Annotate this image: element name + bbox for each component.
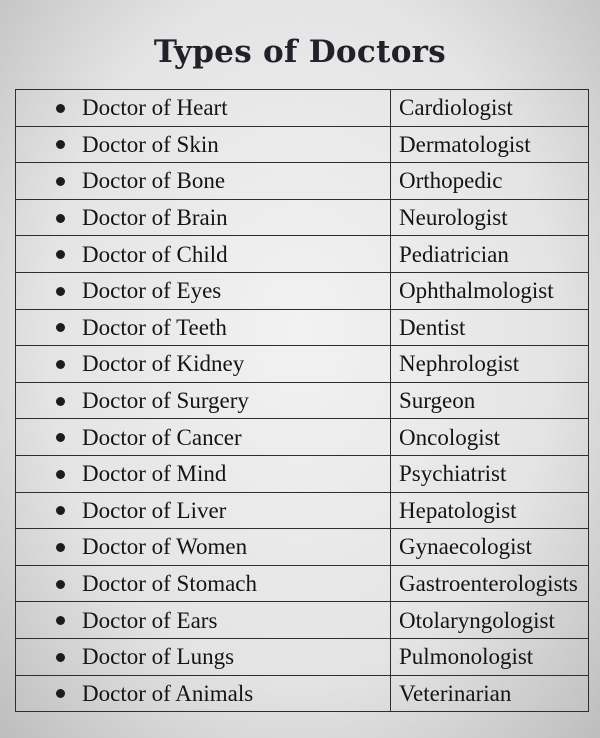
- doctor-label: Doctor of Liver: [82, 497, 227, 523]
- doctor-cell: [16, 309, 391, 346]
- doctor-label: Doctor of Ears: [82, 607, 218, 633]
- bullet-icon: [56, 360, 65, 369]
- specialist-label: Surgeon: [399, 388, 476, 414]
- doctor-label: Doctor of Surgery: [82, 388, 249, 414]
- bullet-icon: [56, 689, 65, 698]
- bullet-icon: [56, 543, 65, 552]
- bullet-icon: [56, 177, 65, 186]
- specialist-cell: [391, 419, 589, 456]
- doctor-cell: [16, 602, 391, 639]
- specialist-cell: [391, 675, 589, 712]
- table-row: [16, 638, 589, 675]
- specialist-cell: [391, 602, 589, 639]
- specialist-cell: [391, 309, 589, 346]
- doctor-label: Doctor of Heart: [82, 95, 228, 121]
- specialist-cell: [391, 126, 589, 163]
- specialist-cell: [391, 163, 589, 200]
- specialist-cell: [391, 529, 589, 566]
- table-row: [16, 346, 589, 383]
- doctor-cell: [16, 565, 391, 602]
- specialist-cell: [391, 346, 589, 383]
- specialist-label: Oncologist: [399, 424, 500, 450]
- bullet-icon: [56, 580, 65, 589]
- specialist-cell: [391, 565, 589, 602]
- specialist-label: Orthopedic: [399, 168, 503, 194]
- doctor-cell: [16, 638, 391, 675]
- doctor-types-table: [15, 89, 589, 712]
- bullet-icon: [56, 250, 65, 259]
- doctor-label: Doctor of Child: [82, 241, 228, 267]
- specialist-label: Hepatologist: [399, 497, 517, 523]
- bullet-icon: [56, 104, 65, 113]
- doctor-label: Doctor of Stomach: [82, 571, 258, 597]
- doctor-label: Doctor of Lungs: [82, 644, 235, 670]
- bullet-icon: [56, 323, 65, 332]
- bullet-icon: [56, 616, 65, 625]
- table-row: [16, 492, 589, 529]
- table-row: [16, 565, 589, 602]
- specialist-label: Dentist: [399, 314, 466, 340]
- doctor-label: Doctor of Teeth: [82, 314, 227, 340]
- bullet-icon: [56, 214, 65, 223]
- specialist-cell: [391, 382, 589, 419]
- bullet-icon: [56, 653, 65, 662]
- doctor-cell: [16, 236, 391, 273]
- table-row: [16, 419, 589, 456]
- table-body: [16, 90, 589, 712]
- specialist-label: Ophthalmologist: [399, 278, 554, 304]
- specialist-cell: [391, 455, 589, 492]
- specialist-cell: [391, 90, 589, 127]
- bullet-icon: [56, 140, 65, 149]
- specialist-label: Otolaryngologist: [399, 607, 555, 633]
- table-row: [16, 272, 589, 309]
- doctor-cell: [16, 382, 391, 419]
- table-row: [16, 602, 589, 639]
- table-row: [16, 309, 589, 346]
- doctor-label: Doctor of Eyes: [82, 278, 222, 304]
- doctor-cell: [16, 163, 391, 200]
- bullet-icon: [56, 433, 65, 442]
- specialist-label: Veterinarian: [399, 680, 512, 706]
- specialist-label: Psychiatrist: [399, 461, 507, 487]
- specialist-label: Nephrologist: [399, 351, 520, 377]
- doctor-label: Doctor of Animals: [82, 680, 254, 706]
- page-title: Types of Doctors: [153, 34, 447, 70]
- specialist-label: Neurologist: [399, 205, 508, 231]
- specialist-cell: [391, 492, 589, 529]
- doctor-label: Doctor of Mind: [82, 461, 227, 487]
- table-row: [16, 455, 589, 492]
- doctor-cell: [16, 419, 391, 456]
- table-row: [16, 529, 589, 566]
- table-row: [16, 236, 589, 273]
- specialist-label: Gynaecologist: [399, 534, 532, 560]
- specialist-label: Dermatologist: [399, 131, 531, 157]
- doctor-label: Doctor of Bone: [82, 168, 226, 194]
- specialist-cell: [391, 272, 589, 309]
- bullet-icon: [56, 287, 65, 296]
- doctor-cell: [16, 346, 391, 383]
- specialist-label: Pulmonologist: [399, 644, 534, 670]
- doctor-label: Doctor of Brain: [82, 205, 228, 231]
- doctor-cell: [16, 272, 391, 309]
- table-row: [16, 675, 589, 712]
- doctor-cell: [16, 90, 391, 127]
- doctor-label: Doctor of Women: [82, 534, 248, 560]
- doctor-cell: [16, 126, 391, 163]
- bullet-icon: [56, 470, 65, 479]
- specialist-cell: [391, 199, 589, 236]
- specialist-cell: [391, 638, 589, 675]
- doctor-cell: [16, 492, 391, 529]
- doctor-cell: [16, 455, 391, 492]
- table-row: [16, 163, 589, 200]
- specialist-label: Pediatrician: [399, 241, 509, 267]
- specialist-label: Cardiologist: [399, 95, 513, 121]
- doctor-cell: [16, 675, 391, 712]
- doctor-label: Doctor of Kidney: [82, 351, 245, 377]
- specialist-label: Gastroenterologists: [399, 571, 578, 597]
- table-row: [16, 382, 589, 419]
- doctor-cell: [16, 529, 391, 566]
- doctor-label: Doctor of Cancer: [82, 424, 242, 450]
- bullet-icon: [56, 506, 65, 515]
- table-row: [16, 126, 589, 163]
- specialist-cell: [391, 236, 589, 273]
- table-row: [16, 90, 589, 127]
- table-row: [16, 199, 589, 236]
- doctor-label: Doctor of Skin: [82, 131, 219, 157]
- doctor-cell: [16, 199, 391, 236]
- bullet-icon: [56, 397, 65, 406]
